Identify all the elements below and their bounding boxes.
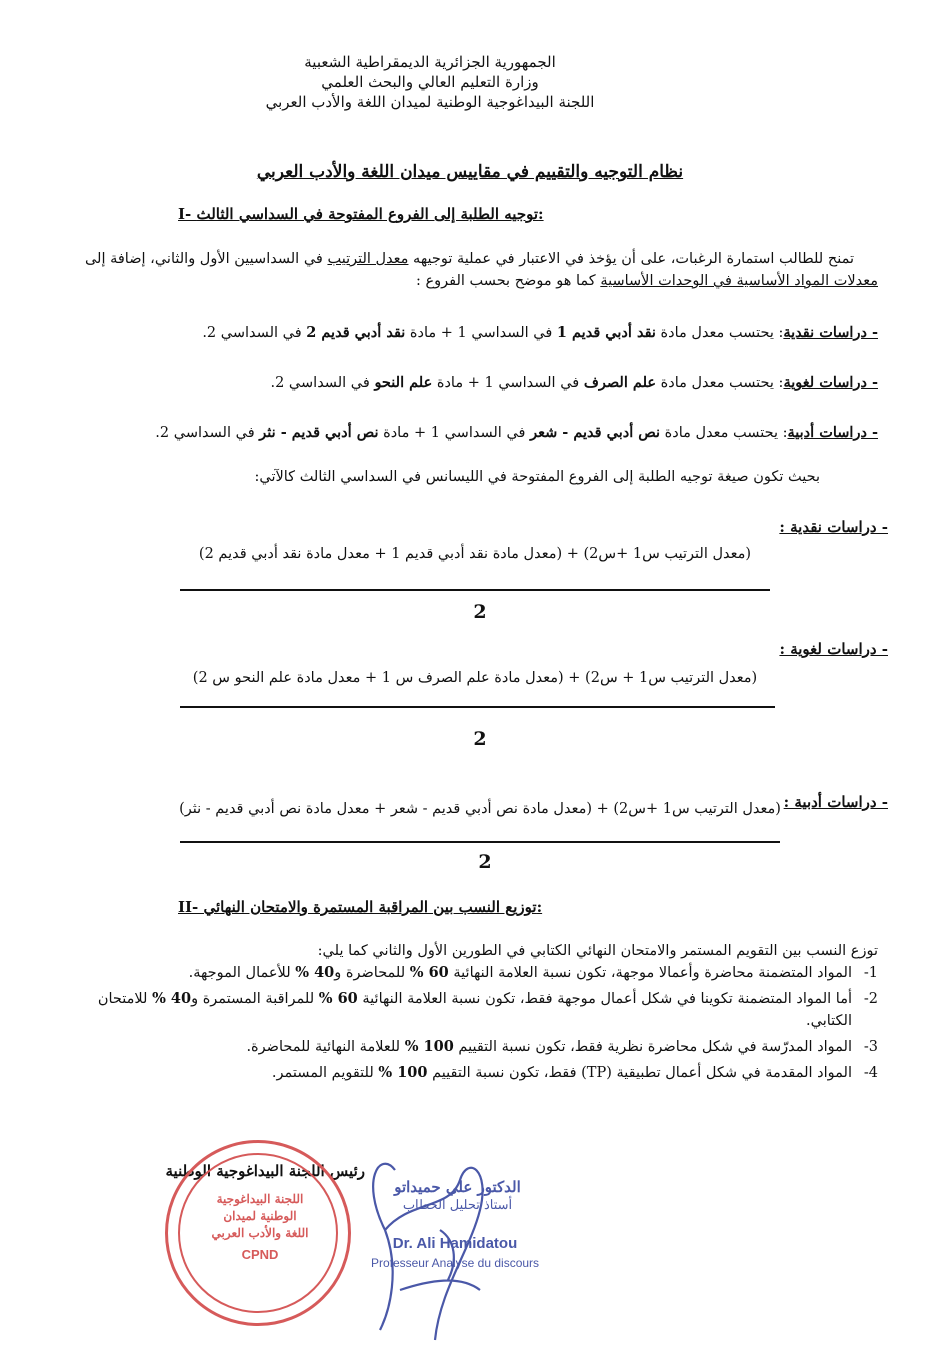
list-number: 4- <box>863 1065 878 1081</box>
list-text: للأعمال الموجهة. <box>188 965 296 981</box>
signatory-title-fr: Professeur Analyse du discours <box>370 1256 540 1270</box>
branch-label: - دراسات نقدية <box>783 324 878 341</box>
formula-numerator-critical: (معدل الترتيب س1 +س2) + (معدل مادة نقد أدبي قديم 1 + معدل مادة نقد أدبي قديم 2) <box>198 546 752 562</box>
percentage: 40 % <box>295 964 335 981</box>
branch-text: : يحتسب معدل مادة <box>660 425 788 441</box>
header-ministry: وزارة التعليم العالي والبحث العلمي <box>321 73 539 91</box>
section1-intro <box>70 248 878 292</box>
signatory-title-ar: أستاذ تحليل الخطاب <box>402 1198 513 1213</box>
header-committee: اللجنة البيداغوجية الوطنية لميدان اللغة والأدب العربي <box>265 93 595 111</box>
branch-item-literary <box>70 422 878 444</box>
fraction-bar <box>180 589 770 591</box>
fraction-bar <box>180 841 780 843</box>
branch-text: : يحتسب معدل مادة <box>655 325 784 341</box>
list-item <box>78 1062 878 1084</box>
header-block <box>250 52 610 112</box>
signatory-name-fr: Dr. Ali Hamidatou <box>392 1235 518 1252</box>
formula-denominator-linguistic: 2 <box>473 728 487 750</box>
stamp-code: CPND <box>241 1247 279 1262</box>
branch-text: في السداسي 2. <box>270 375 375 391</box>
list-text: المواد المتضمنة محاضرة وأعمالا موجهة، تكون نسبة العلامة النهائية <box>448 965 852 981</box>
section1-heading: I- توجيه الطلبة إلى الفروع المفتوحة في السداسي الثالث: <box>178 205 544 223</box>
formula-numerator-literary-text: (معدل الترتيب س1 +س2) + (معدل مادة نص أدبي قديم - شعر + معدل مادة نص أدبي قديم - نثر) <box>179 801 781 817</box>
list-text: للتقويم المستمر. <box>271 1065 379 1081</box>
branch-subject: نقد أدبي قديم 2 <box>306 324 406 341</box>
list-item <box>78 962 878 984</box>
section2-intro: توزع النسب بين التقويم المستمر والامتحان النهائي الكتابي في الطورين الأول والثاني كما يلي: <box>317 943 878 959</box>
intro-text-c: كما هو موضح بحسب الفروع : <box>415 273 601 289</box>
percentage: 60 % <box>318 990 358 1007</box>
branch-subject: علم الصرف <box>583 374 657 391</box>
branch-item-critical <box>70 322 878 344</box>
branch-text: في السداسي 2. <box>202 325 307 341</box>
list-text: للعلامة النهائية للمحاضرة. <box>246 1039 405 1055</box>
branch-label: - دراسات أدبية <box>787 424 878 441</box>
list-text: للامتحان الكتابي. <box>97 991 852 1029</box>
section2-heading: II- توزيع النسب بين المراقبة المستمرة والامتحان النهائي: <box>178 898 543 916</box>
branch-subject: نقد أدبي قديم 1 <box>556 324 656 341</box>
branch-text: في السداسي 1 + مادة <box>378 425 531 441</box>
list-text: أما المواد المتضمنة تكوينا في شكل أعمال موجهة فقط، تكون نسبة العلامة النهائية <box>357 991 852 1007</box>
list-text: للمحاضرة و <box>334 965 410 981</box>
branch-text: في السداسي 2. <box>155 425 260 441</box>
document-title: نظام التوجيه والتقييم في مقاييس ميدان اللغة والأدب العربي <box>256 162 684 182</box>
list-text: المواد المقدمة في شكل أعمال تطبيقية (TP) فقط، تكون نسبة التقييم <box>427 1065 852 1081</box>
branch-subject: نص أدبي قديم - شعر <box>530 424 661 441</box>
list-text: المواد المدرّسة في شكل محاضرة نظرية فقط، تكون نسبة التقييم <box>453 1039 852 1055</box>
list-number: 3- <box>863 1039 878 1055</box>
header-republic: الجمهورية الجزائرية الديمقراطية الشعبية <box>304 53 556 71</box>
formula-numerator-linguistic: (معدل الترتيب س1 + س2) + (معدل مادة علم الصرف س 1 + معدل مادة علم النحو س 2) <box>192 670 758 686</box>
list-number: 1- <box>863 965 878 981</box>
list-item <box>78 1036 878 1058</box>
official-stamp <box>165 1140 351 1326</box>
formula-label-literary: - دراسات أدبية : <box>783 793 888 811</box>
signatory-role: رئيس اللجنة البيداغوجية الوطنية <box>165 1162 365 1180</box>
branch-subject: علم النحو <box>374 374 433 391</box>
list-item <box>78 988 878 1032</box>
intro-text-a: تمنح للطالب استمارة الرغبات، على أن يؤخذ في الاعتبار في عملية توجيهه <box>408 251 854 267</box>
branch-label: - دراسات لغوية <box>783 374 878 391</box>
formula-denominator-critical: 2 <box>473 601 487 623</box>
list-text: للمراقبة المستمرة و <box>191 991 319 1007</box>
formula-label-linguistic: - دراسات لغوية : <box>779 640 888 658</box>
stamp-line: اللغة والأدب العربي <box>211 1226 309 1240</box>
intro-core-subjects: معدلات المواد الأساسية في الوحدات الأساسية <box>600 273 878 289</box>
intro-text-b: في السداسيين الأول والثاني، إضافة إلى <box>84 251 328 267</box>
branch-subject: نص أدبي قديم - نثر <box>259 424 379 441</box>
stamp-line: اللجنة البيداغوجية <box>216 1192 304 1206</box>
percentage: 100 % <box>378 1064 428 1081</box>
percentage: 60 % <box>409 964 449 981</box>
signatory-name-ar: الدكتور علي حميداتو <box>394 1178 521 1196</box>
branch-item-linguistic <box>70 372 878 394</box>
branch-text: : يحتسب معدل مادة <box>656 375 784 391</box>
formula-label-critical: - دراسات نقدية : <box>779 518 888 536</box>
branch-text: في السداسي 1 + مادة <box>432 375 584 391</box>
percentage: 100 % <box>404 1038 454 1055</box>
formula-intro: بحيث تكون صيغة توجيه الطلبة إلى الفروع المفتوحة في الليسانس في السداسي الثالث كالآتي: <box>254 469 820 485</box>
distribution-list <box>78 962 878 1084</box>
formula-denominator-literary: 2 <box>478 851 492 873</box>
percentage: 40 % <box>152 990 192 1007</box>
fraction-bar <box>180 706 775 708</box>
stamp-inner-text <box>190 1191 330 1263</box>
branch-text: في السداسي 1 + مادة <box>405 325 557 341</box>
intro-ranking-average: معدل الترتيب <box>327 251 409 267</box>
stamp-line: الوطنية لميدان <box>223 1209 297 1223</box>
list-number: 2- <box>863 991 878 1007</box>
